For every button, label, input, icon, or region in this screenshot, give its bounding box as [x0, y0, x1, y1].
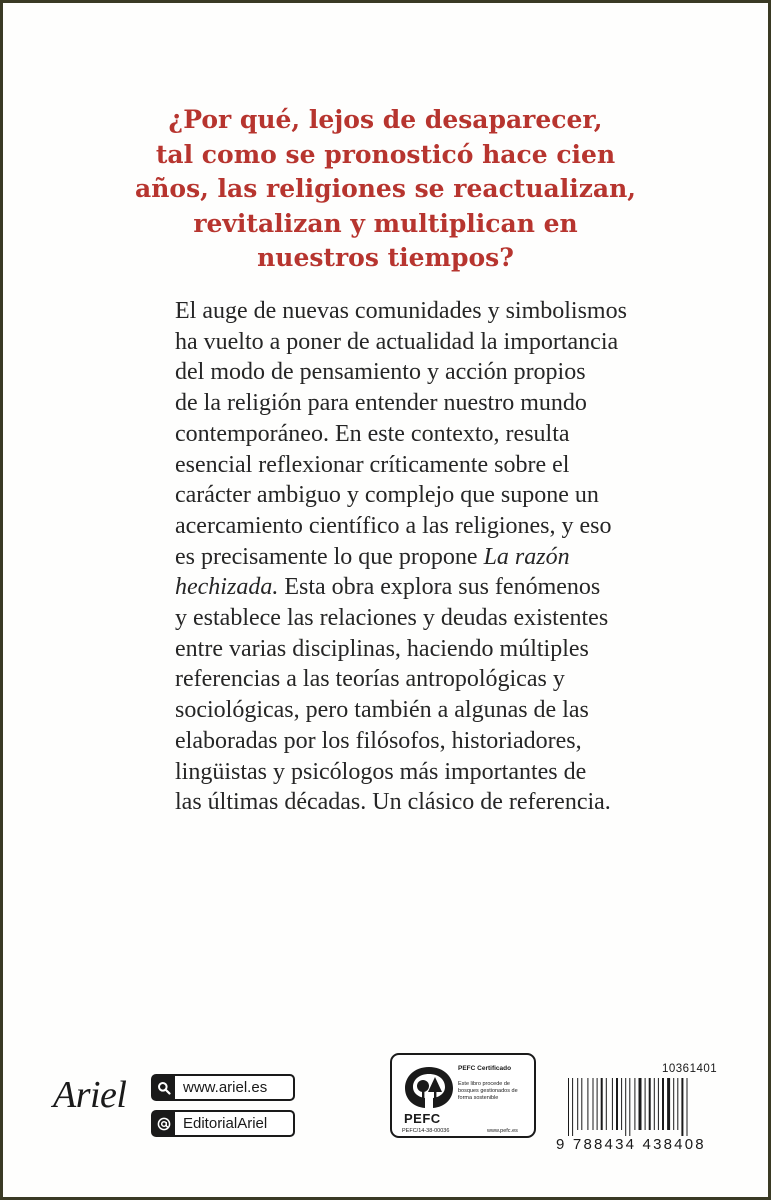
synopsis-line: ha vuelto a poner de actualidad la importancia [175, 328, 619, 355]
barcode-bar [587, 1078, 588, 1130]
pefc-code: PEFC/14-38-00036 [402, 1128, 450, 1134]
synopsis-line [175, 572, 735, 603]
barcode-bar [673, 1078, 674, 1130]
at-icon [153, 1112, 175, 1135]
synopsis-line: entre varias disciplinas, haciendo múltiples [175, 635, 589, 662]
isbn-digits: 9 788434 438408 [556, 1136, 706, 1153]
barcode-bar [606, 1078, 607, 1130]
barcode-bar [681, 1078, 683, 1136]
book-title-part-1: La razón [483, 543, 570, 570]
pefc-mark: PEFC [404, 1111, 441, 1126]
pefc-description: Este libro procede de bosques gestionados de forma sostenible [458, 1081, 518, 1101]
synopsis-line: acercamiento científico a las religiones, y eso [175, 512, 612, 539]
book-title-part-2: hechizada. [175, 574, 279, 601]
synopsis-text: es precisamente lo que propone [175, 543, 484, 570]
barcode-bar [616, 1078, 618, 1130]
pefc-title: PEFC Certificado [458, 1065, 512, 1072]
barcode-bar [677, 1078, 678, 1130]
website-link[interactable] [151, 1074, 295, 1101]
headline-line: años, las religiones se reactualizan, [135, 174, 636, 203]
synopsis-line: de la religión para entender nuestro mundo [175, 390, 587, 417]
headline-line: nuestros tiempos? [257, 243, 514, 272]
pefc-tree-icon [401, 1065, 457, 1109]
headline-line: revitalizan y multiplican en [193, 208, 578, 238]
barcode-bar [645, 1078, 646, 1130]
barcode-bar [662, 1078, 664, 1130]
barcode-bar [629, 1078, 630, 1136]
publisher-logo: Ariel [53, 1074, 127, 1116]
barcode-bar [597, 1078, 598, 1130]
barcode-bar [593, 1078, 594, 1130]
pefc-web: www.pefc.es [487, 1128, 518, 1134]
barcode-bar [577, 1078, 578, 1130]
synopsis [175, 296, 735, 818]
synopsis-line: lingüistas y psicólogos más importantes de [175, 758, 587, 785]
barcode-bar [667, 1078, 670, 1130]
synopsis-line: las últimas décadas. Un clásico de referencia. [175, 789, 611, 816]
barcode-bar [625, 1078, 626, 1136]
synopsis-line: y establece las relaciones y deudas existentes [175, 605, 609, 632]
social-link[interactable] [151, 1110, 295, 1137]
synopsis-line: contemporáneo. En este contexto, resulta [175, 420, 570, 447]
barcode-bar [581, 1078, 582, 1130]
headline [63, 103, 708, 276]
barcode-bar [634, 1078, 635, 1130]
internal-code: 10361401 [662, 1063, 718, 1075]
barcode-bar [601, 1078, 603, 1130]
synopsis-line: carácter ambiguo y complejo que supone un [175, 482, 599, 509]
synopsis-line: del modo de pensamiento y acción propios [175, 359, 586, 386]
synopsis-line [175, 542, 735, 573]
barcode-bar [612, 1078, 613, 1130]
headline-line: ¿Por qué, lejos de desaparecer, [168, 105, 603, 134]
website-label: www.ariel.es [183, 1079, 268, 1096]
barcode-bar [568, 1078, 569, 1136]
synopsis-line: esencial reflexionar críticamente sobre el [175, 451, 570, 478]
barcode-bar [639, 1078, 642, 1130]
barcode-bar [687, 1078, 688, 1136]
synopsis-line: elaboradas por los filósofos, historiadores, [175, 727, 582, 754]
synopsis-line: sociológicas, pero también a algunas de las [175, 697, 589, 724]
pefc-certification [390, 1053, 536, 1138]
barcode-bar [621, 1078, 622, 1130]
barcode-bar [658, 1078, 659, 1130]
barcode-bar [654, 1078, 655, 1130]
social-label: EditorialAriel [183, 1115, 268, 1132]
isbn-barcode [566, 1078, 724, 1136]
search-icon [153, 1076, 175, 1099]
barcode-bar [572, 1078, 573, 1136]
synopsis-line: El auge de nuevas comunidades y simbolismos [175, 298, 627, 324]
synopsis-line: referencias a las teorías antropológicas y [175, 666, 565, 693]
barcode-bar [649, 1078, 651, 1130]
headline-line: tal como se pronosticó hace cien [155, 139, 616, 169]
synopsis-text: Esta obra explora sus fenómenos [278, 574, 601, 601]
